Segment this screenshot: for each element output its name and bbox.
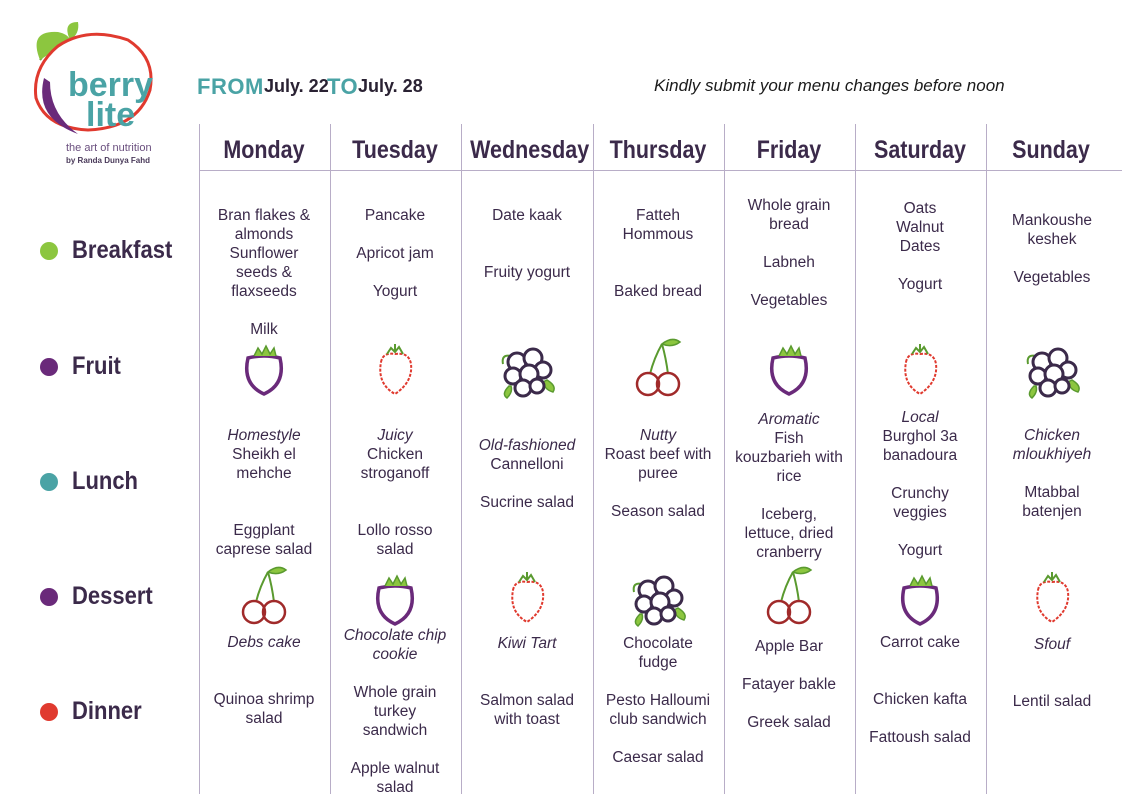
menu-item: Yogurt [372, 283, 418, 300]
menu-item: cookie [372, 646, 418, 663]
svg-text:lite: lite [86, 96, 136, 134]
menu-item: rice [776, 468, 802, 485]
menu-item: Quinoa shrimp [213, 691, 315, 708]
sunday-dessert [987, 635, 1117, 654]
plum-icon [234, 336, 294, 402]
thursday-lunch [593, 426, 723, 521]
blueberry-icon [497, 336, 557, 402]
menu-item: cranberry [756, 544, 822, 561]
menu-item: mloukhiyeh [1012, 446, 1092, 463]
strawberry-icon [1022, 564, 1082, 630]
menu-item: Labneh [763, 254, 815, 271]
menu-item: kouzbarieh with [735, 449, 843, 466]
menu-item: Lentil salad [1012, 693, 1092, 710]
menu-item: Vegetables [1013, 269, 1091, 286]
plum-icon [365, 566, 425, 632]
friday-lunch [724, 410, 854, 562]
menu-item: Date kaak [492, 207, 562, 224]
menu-item: Juicy [377, 427, 413, 444]
menu-item: puree [638, 465, 678, 482]
menu-item: Aromatic [758, 411, 820, 428]
fruit-dot-icon [40, 358, 58, 376]
to-label: TO [327, 74, 359, 99]
tuesday-lunch [330, 426, 460, 559]
menu-item: Chicken kafta [873, 691, 967, 708]
wednesday-breakfast [462, 206, 592, 282]
menu-item: Lollo rosso [357, 522, 433, 539]
sunday-lunch [987, 426, 1117, 521]
day-header-wednesday: Wednesday [470, 136, 590, 164]
menu-item: Hommous [622, 226, 694, 243]
menu-item: Whole grain [353, 684, 437, 701]
menu-item: Whole grain [747, 197, 831, 214]
plum-icon [890, 566, 950, 632]
menu-item: Walnut [896, 219, 944, 236]
menu-item: Mankoushe [1011, 212, 1093, 229]
meal-label-breakfast: Breakfast [72, 236, 173, 264]
menu-item: Nutty [639, 427, 677, 444]
menu-item: Fatayer bakle [742, 676, 836, 693]
day-header-tuesday: Tuesday [352, 136, 438, 164]
menu-item: caprese salad [215, 541, 313, 558]
menu-item: seeds & [235, 264, 292, 281]
menu-item: bread [769, 216, 809, 233]
meal-label-dinner: Dinner [72, 697, 142, 725]
menu-item: sandwich [362, 722, 428, 739]
svg-text:berry: berry [68, 66, 154, 104]
blueberry-icon [628, 564, 688, 630]
menu-item: Fattoush salad [869, 729, 971, 746]
menu-item: Pesto Halloumi [605, 692, 711, 709]
tuesday-dessert [330, 626, 460, 664]
menu-item: Caesar salad [612, 749, 704, 766]
menu-item: almonds [234, 226, 294, 243]
cherry-icon [628, 334, 688, 400]
logo-byline: by Randa Dunya Fahd [66, 156, 151, 165]
menu-item: Debs cake [227, 634, 301, 651]
from-date: July. 22 [264, 76, 329, 96]
menu-item: banadoura [882, 447, 958, 464]
menu-item: Chocolate chip [343, 627, 447, 644]
breakfast-dot-icon [40, 242, 58, 260]
menu-item: Kiwi Tart [497, 635, 557, 652]
menu-item: Iceberg, [760, 506, 817, 523]
day-header-saturday: Saturday [873, 136, 966, 164]
thursday-dessert [593, 634, 723, 672]
menu-item: Apricot jam [356, 245, 434, 262]
menu-item: Fruity yogurt [483, 264, 571, 281]
cherry-icon [759, 562, 819, 628]
friday-dinner [724, 675, 854, 732]
menu-item: Yogurt [897, 276, 943, 293]
logo-tagline: the art of nutrition [66, 142, 152, 154]
menu-item: Crunchy [891, 485, 949, 502]
dinner-dot-icon [40, 703, 58, 721]
menu-item: Dates [899, 238, 941, 255]
menu-item: Greek salad [747, 714, 831, 731]
menu-item: turkey [373, 703, 417, 720]
menu-item: Season salad [611, 503, 705, 520]
friday-dessert [724, 637, 854, 656]
menu-item: Pancake [364, 207, 426, 224]
header-divider [199, 170, 1122, 171]
menu-item: fudge [638, 654, 678, 671]
menu-item: Sunflower [229, 245, 299, 262]
monday-dessert [199, 633, 329, 652]
to-date: July. 28 [358, 76, 423, 96]
monday-breakfast [199, 206, 329, 339]
saturday-breakfast [855, 199, 985, 294]
menu-item: stroganoff [360, 465, 430, 482]
menu-item: Sfouf [1033, 636, 1071, 653]
menu-item: Roast beef with [604, 446, 712, 463]
day-header-thursday: Thursday [609, 136, 707, 164]
menu-item: Sucrine salad [480, 494, 574, 511]
meal-label-dessert: Dessert [72, 582, 153, 610]
menu-item: Cannelloni [490, 456, 564, 473]
menu-item: Yogurt [897, 542, 943, 559]
saturday-dinner [855, 690, 985, 747]
meal-label-fruit: Fruit [72, 352, 121, 380]
monday-dinner [199, 690, 329, 728]
wednesday-lunch [462, 436, 592, 512]
menu-item: Bran flakes & [217, 207, 311, 224]
dessert-dot-icon [40, 588, 58, 606]
menu-item: Chicken [367, 446, 423, 463]
tuesday-breakfast [330, 206, 460, 301]
thursday-dinner [593, 691, 723, 767]
menu-item: Fatteh [636, 207, 680, 224]
menu-item: mehche [236, 465, 292, 482]
menu-item: Homestyle [227, 427, 301, 444]
strawberry-icon [497, 564, 557, 630]
menu-item: veggies [893, 504, 947, 521]
menu-item: Burghol 3a [882, 428, 958, 445]
menu-item: Sheikh el [232, 446, 296, 463]
menu-item: salad [376, 541, 414, 558]
monday-lunch [199, 426, 329, 559]
lunch-dot-icon [40, 473, 58, 491]
blueberry-icon [1022, 336, 1082, 402]
menu-item: salad [245, 710, 283, 727]
sunday-breakfast [987, 211, 1117, 287]
menu-item: Fish [774, 430, 804, 447]
menu-item: Chocolate [623, 635, 693, 652]
menu-item: Vegetables [750, 292, 828, 309]
menu-item: Local [901, 409, 939, 426]
day-header-monday: Monday [223, 136, 305, 164]
thursday-breakfast [593, 206, 723, 301]
menu-item: club sandwich [609, 711, 707, 728]
menu-item: Mtabbal [1024, 484, 1080, 501]
menu-item: Old-fashioned [478, 437, 576, 454]
menu-item: Carrot cake [879, 634, 961, 651]
menu-item: Eggplant [233, 522, 295, 539]
menu-item: flaxseeds [231, 283, 297, 300]
menu-item: lettuce, dried [744, 525, 834, 542]
plum-icon [759, 336, 819, 402]
saturday-dessert [855, 633, 985, 652]
menu-item: batenjen [1022, 503, 1082, 520]
logo-wordmark-icon [68, 66, 153, 134]
wednesday-dinner [462, 691, 592, 729]
menu-item: Oats [903, 200, 937, 217]
sunday-dinner [987, 692, 1117, 711]
menu-item: Salmon salad [480, 692, 574, 709]
menu-item: Apple Bar [754, 638, 824, 655]
menu-change-notice: Kindly submit your menu changes before noon [654, 76, 1005, 95]
menu-item: Milk [250, 321, 278, 338]
tuesday-dinner [330, 683, 460, 797]
menu-item: Baked bread [614, 283, 702, 300]
meal-label-lunch: Lunch [72, 467, 138, 495]
strawberry-icon [365, 336, 425, 402]
cherry-icon [234, 562, 294, 628]
friday-breakfast [724, 196, 854, 310]
day-header-friday: Friday [756, 136, 822, 164]
day-header-sunday: Sunday [1012, 136, 1090, 164]
menu-item: Apple walnut [350, 760, 440, 777]
from-label: FROM [197, 74, 264, 99]
strawberry-icon [890, 336, 950, 402]
menu-item: salad [376, 779, 414, 796]
wednesday-dessert [462, 634, 592, 653]
saturday-lunch [855, 408, 985, 560]
menu-item: with toast [494, 711, 560, 728]
menu-item: keshek [1027, 231, 1077, 248]
menu-item: Chicken [1024, 427, 1080, 444]
